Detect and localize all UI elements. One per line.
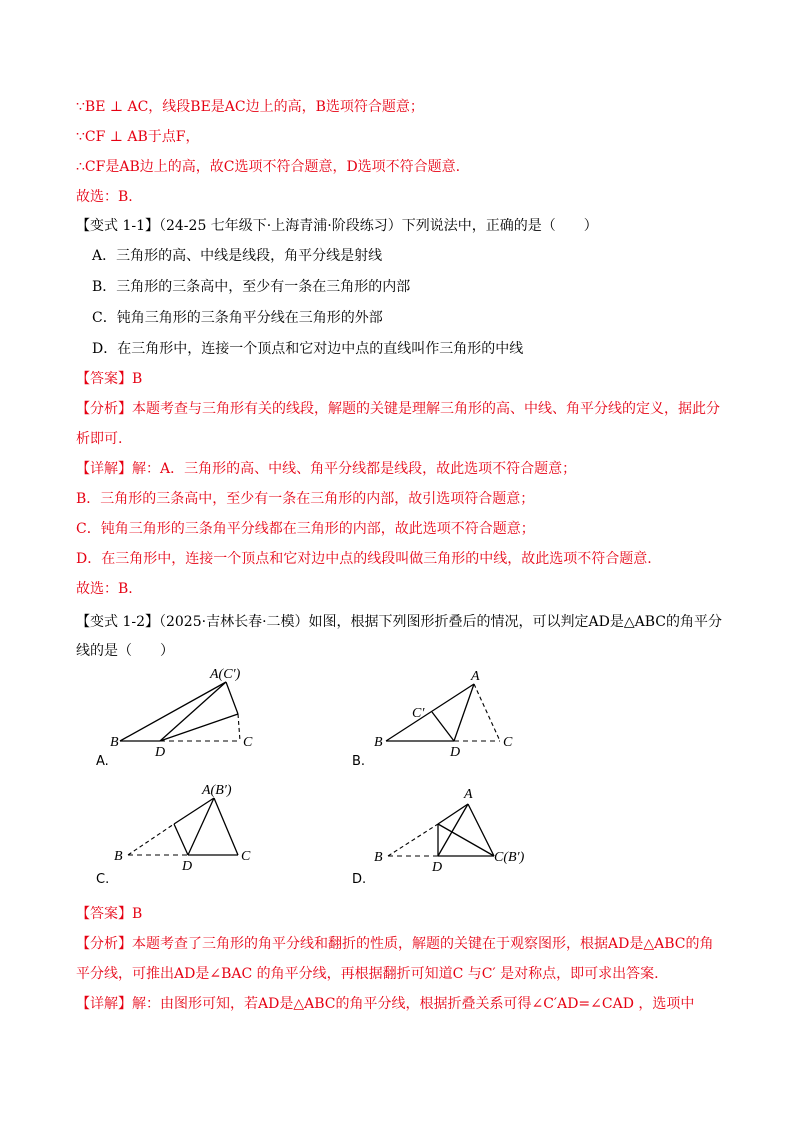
figb-label-a: A xyxy=(471,669,480,684)
figa-label-b: B xyxy=(110,735,119,750)
q1-detail-1: 【详解】解：A．三角形的高、中线、角平分线都是线段，故此选项不符合题意； xyxy=(76,461,577,477)
q1-option-a: A．三角形的高、中线是线段，角平分线是射线 xyxy=(92,248,383,264)
q2-analysis-1: 【分析】本题考查了三角形的角平分线和翻折的性质，解题的关键在于观察图形，根据AD是△ABC的角 xyxy=(76,936,714,952)
top-line-1: ∵BE ⊥ AC，线段BE是AC边上的高，B选项符合题意； xyxy=(76,99,424,115)
figc-label-b: B xyxy=(114,849,123,864)
figure-d-label: D. xyxy=(352,872,367,887)
q2-answer: 【答案】B xyxy=(76,906,143,922)
figb-label-b: B xyxy=(374,735,383,750)
figure-a xyxy=(110,662,280,760)
figd-label-b: B xyxy=(374,850,383,865)
q2-analysis-2: 平分线，可推出AD是∠BAC 的角平分线，再根据翻折可知道C 与C′ 是对称点，即可求出答案. xyxy=(76,966,659,982)
figa-label-a: A(C′) xyxy=(210,667,241,682)
top-line-4: 故选：B. xyxy=(76,189,133,205)
figure-b xyxy=(372,662,542,760)
figc-label-a: A(B′) xyxy=(202,783,232,798)
q1-analysis-1: 【分析】本题考查与三角形有关的线段，解题的关键是理解三角形的高、中线、角平分线的定义，据此分 xyxy=(76,401,720,417)
q1-analysis-2: 析即可. xyxy=(76,431,123,447)
q1-answer: 【答案】B xyxy=(76,371,143,387)
q1-option-c: C．钝角三角形的三条角平分线在三角形的外部 xyxy=(92,310,383,326)
q1-detail-4: D．在三角形中，连接一个顶点和它对边中点的线段叫做三角形的中线，故此选项不符合题意. xyxy=(76,551,652,567)
figc-label-d: D xyxy=(182,859,193,874)
q2-detail: 【详解】解：由图形可知，若AD是△ABC的角平分线，根据折叠关系可得∠C′AD=∠CAD ，选项中 xyxy=(76,996,695,1012)
figure-d xyxy=(372,780,542,875)
figure-c-label: C. xyxy=(96,872,110,887)
q1-heading: 【变式 1-1】（24-25 七年级下·上海青浦·阶段练习）下列说法中，正确的是（ ） xyxy=(76,218,598,234)
figure-b-label: B. xyxy=(352,754,366,769)
figure-c xyxy=(110,780,280,875)
figd-label-d: D xyxy=(432,860,443,875)
figa-label-c: C xyxy=(243,735,253,750)
figa-label-d: D xyxy=(155,745,166,760)
top-line-2: ∵CF ⊥ AB于点F， xyxy=(76,129,200,145)
top-line-3: ∴CF是AB边上的高，故C选项不符合题意，D选项不符合题意. xyxy=(76,159,461,175)
figb-label-d: D xyxy=(450,745,461,760)
q1-detail-3: C．钝角三角形的三条角平分线都在三角形的内部，故此选项不符合题意； xyxy=(76,521,535,537)
q2-heading-2: 线的是（ ） xyxy=(76,643,174,659)
figd-label-c: C(B′) xyxy=(494,850,525,865)
figure-a-label: A. xyxy=(96,754,109,769)
figd-label-a: A xyxy=(464,787,473,802)
q1-option-d: D．在三角形中，连接一个顶点和它对边中点的直线叫作三角形的中线 xyxy=(92,341,524,357)
q1-option-b: B．三角形的三条高中，至少有一条在三角形的内部 xyxy=(92,279,411,295)
figb-label-c-prime: C′ xyxy=(412,706,425,721)
figb-label-c: C xyxy=(503,735,513,750)
figc-label-c: C xyxy=(241,849,251,864)
q2-heading-1: 【变式 1-2】（2025·吉林长春·二模）如图，根据下列图形折叠后的情况，可以判定AD是△ABC的角平分 xyxy=(76,614,722,630)
q1-choose: 故选：B. xyxy=(76,581,133,597)
q1-detail-2: B．三角形的三条高中，至少有一条在三角形的内部，故引选项符合题意； xyxy=(76,491,535,507)
